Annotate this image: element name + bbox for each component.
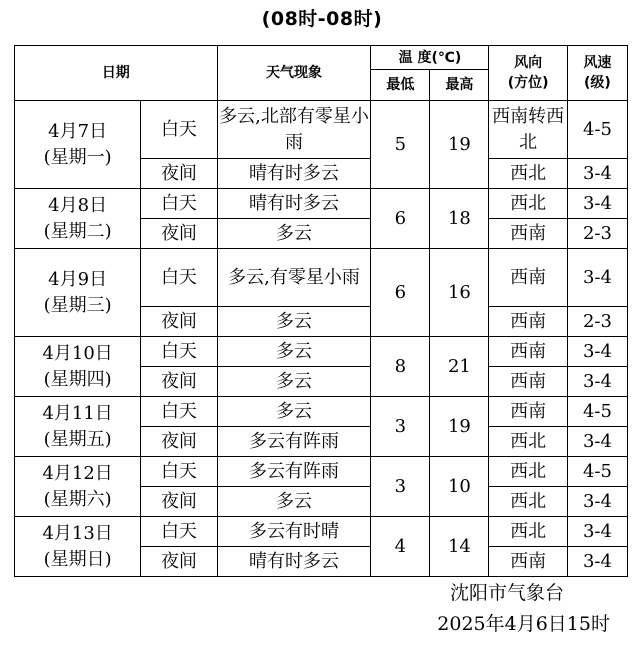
wind-direction-cell: 西南 [489,367,567,397]
table-row [15,249,628,307]
header-temperature: 温 度(℃) [371,46,489,70]
weekday-label: (星期三) [43,294,112,316]
weekday-label: (星期日) [43,548,112,570]
weather-cell: 晴有时多云 [217,547,371,577]
date-cell [15,189,141,249]
table-row [15,101,628,159]
header-wind-speed [567,46,627,101]
wind-direction-cell: 西北 [489,159,567,189]
date-cell [15,249,141,337]
period-cell: 白天 [141,397,217,427]
date-label: 4月9日 [48,268,108,290]
period-cell: 夜间 [141,427,217,457]
wind-speed-cell: 3-4 [567,189,627,219]
temp-low-cell: 6 [371,189,430,249]
weekday-label: (星期五) [43,428,112,450]
date-label: 4月13日 [42,522,113,544]
period-cell: 夜间 [141,159,217,189]
wind-speed-cell: 4-5 [567,397,627,427]
temp-high-cell: 18 [430,189,489,249]
period-cell: 夜间 [141,367,217,397]
forecast-table [14,45,628,577]
temp-high-cell: 14 [430,517,489,577]
weekday-label: (星期二) [43,220,112,242]
temp-high-cell: 21 [430,337,489,397]
weather-cell: 多云,有零星小雨 [217,249,371,307]
weather-cell: 多云 [217,219,371,249]
temp-low-cell: 6 [371,249,430,337]
temp-low-cell: 3 [371,457,430,517]
header-wind-speed-label: 风速 (级) [583,55,612,91]
forecast-period-title: (08时-08时) [261,8,383,30]
wind-speed-cell: 3-4 [567,367,627,397]
wind-direction-cell: 西北 [489,189,567,219]
wind-speed-cell: 4-5 [567,101,627,159]
period-cell: 夜间 [141,487,217,517]
table-row [15,337,628,367]
weather-cell: 多云有阵雨 [217,427,371,457]
wind-direction-cell: 西南 [489,307,567,337]
temp-high-cell: 16 [430,249,489,337]
wind-direction-cell: 西北 [489,427,567,457]
wind-direction-cell: 西南 [489,249,567,307]
weather-cell: 多云 [217,397,371,427]
temp-low-cell: 4 [371,517,430,577]
table-row [15,189,628,219]
wind-speed-cell: 3-4 [567,249,627,307]
wind-speed-cell: 3-4 [567,517,627,547]
date-label: 4月10日 [42,342,113,364]
header-wind-direction [489,46,567,101]
period-cell: 夜间 [141,219,217,249]
header-wind-direction-label: 风向 (方位) [507,55,549,91]
wind-speed-cell: 3-4 [567,547,627,577]
wind-direction-cell: 西北 [489,457,567,487]
weather-cell: 多云 [217,487,371,517]
date-cell [15,337,141,397]
weather-cell: 多云,北部有零星小雨 [217,101,371,159]
weather-cell: 晴有时多云 [217,159,371,189]
weather-cell: 多云有时晴 [217,517,371,547]
wind-speed-cell: 3-4 [567,427,627,457]
wind-direction-cell: 西南 [489,397,567,427]
wind-speed-cell: 4-5 [567,457,627,487]
wind-direction-cell: 西南 [489,337,567,367]
date-cell [15,517,141,577]
wind-direction-cell: 西北 [489,487,567,517]
weekday-label: (星期六) [43,488,112,510]
temp-low-cell: 5 [371,101,430,189]
period-cell: 夜间 [141,547,217,577]
wind-speed-cell: 3-4 [567,487,627,517]
wind-direction-cell: 西南 [489,219,567,249]
table-row [15,397,628,427]
date-cell [15,101,141,189]
header-row-top [15,46,628,70]
temp-low-cell: 8 [371,337,430,397]
date-cell [15,457,141,517]
header-date: 日期 [15,46,218,101]
date-cell [15,397,141,457]
wind-direction-cell: 西北 [489,517,567,547]
date-label: 4月11日 [42,402,113,424]
period-cell: 白天 [141,337,217,367]
date-label: 4月7日 [48,120,108,142]
wind-speed-cell: 2-3 [567,219,627,249]
issue-timestamp: 2025年4月6日15时 [437,613,610,635]
weather-cell: 多云有阵雨 [217,457,371,487]
period-cell: 白天 [141,101,217,159]
table-row [15,457,628,487]
temp-high-cell: 10 [430,457,489,517]
temp-high-cell: 19 [430,101,489,189]
period-cell: 夜间 [141,307,217,337]
weather-cell: 晴有时多云 [217,189,371,219]
wind-direction-cell: 西南转西北 [489,101,567,159]
date-label: 4月8日 [48,194,108,216]
header-weather: 天气现象 [217,46,371,101]
header-temp-low: 最低 [371,70,430,101]
period-cell: 白天 [141,517,217,547]
weather-cell: 多云 [217,307,371,337]
period-cell: 白天 [141,189,217,219]
temp-high-cell: 19 [430,397,489,457]
wind-speed-cell: 3-4 [567,337,627,367]
date-label: 4月12日 [42,462,113,484]
issuing-organization: 沈阳市气象台 [449,582,564,604]
wind-speed-cell: 2-3 [567,307,627,337]
header-temp-high: 最高 [430,70,489,101]
period-cell: 白天 [141,249,217,307]
period-cell: 白天 [141,457,217,487]
wind-direction-cell: 西南 [489,547,567,577]
weather-cell: 多云 [217,367,371,397]
weekday-label: (星期四) [43,368,112,390]
table-row [15,517,628,547]
weekday-label: (星期一) [43,146,112,168]
wind-speed-cell: 3-4 [567,159,627,189]
weather-cell: 多云 [217,337,371,367]
temp-low-cell: 3 [371,397,430,457]
